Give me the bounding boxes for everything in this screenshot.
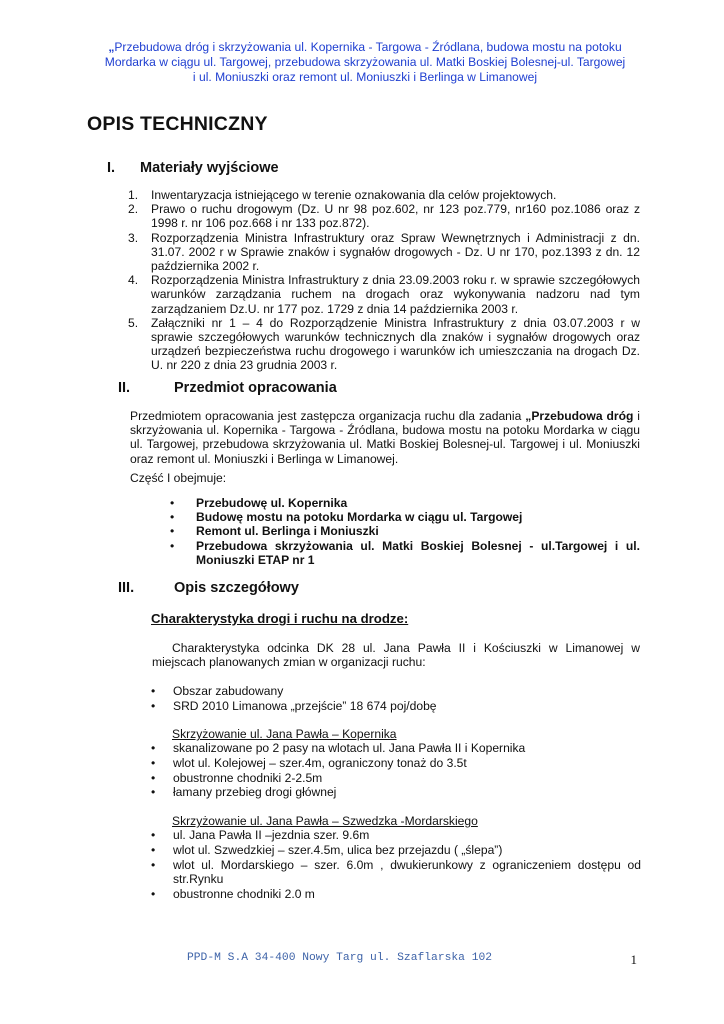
list-item: • wlot ul. Kolejowej – szer.4m, ograniczony tonaż do 3.5t bbox=[151, 755, 467, 770]
subject-paragraph: Przedmiotem opracowania jest zastępcza organizacja ruchu dla zadania „Przebudowa dróg i skrzyżowania ul. Kopernika - Targowa - Źródlana, budowa mostu na potoku Mordarka w ciągu ul. Targowej, przebudowa skrzyżowania ul. Matki Boskiej Bolesnej-ul. Targowej i ul. Moniuszki oraz remont ul. Moniuszki i Berlinga w Limanowej. bbox=[130, 409, 640, 466]
header-line-2: Mordarka w ciągu ul. Targowej, przebudowa skrzyżowania ul. Matki Boskiej Bolesnej-ul. Targowej bbox=[104, 55, 626, 69]
bullet-icon: • bbox=[151, 887, 156, 902]
page-number: 1 bbox=[630, 952, 637, 967]
header-line-3: i ul. Moniuszki oraz remont ul. Moniuszki i Berlinga w Limanowej bbox=[192, 70, 538, 84]
section-number: I. bbox=[107, 160, 116, 176]
list-item: • łamany przebieg drogi głównej bbox=[151, 785, 337, 800]
list-item: • obustronne chodniki 2.0 m bbox=[151, 887, 315, 902]
bullet-icon: • bbox=[151, 770, 156, 785]
bullet-icon: • bbox=[151, 828, 156, 842]
list-item: 2. Prawo o ruchu drogowym (Dz. U nr 98 poz.602, nr 123 poz.779, nr160 poz.1086 oraz z 1998 r. nr 106 poz.668 i nr 133 poz.872). bbox=[128, 202, 640, 231]
bullet-icon: • bbox=[170, 510, 175, 525]
list-item: • SRD 2010 Limanowa „przejście” 18 674 poj/dobę bbox=[151, 698, 437, 713]
bullet-icon: • bbox=[151, 785, 156, 800]
list-item: 4. Rozporządzenia Ministra Infrastruktury z dnia 23.09.2003 roku r. w sprawie szczegółowych warunków zarządzania ruchem na drogach oraz wykonywania nadzoru nad tym zarządzaniem Dz.U. nr 177 poz. 1729 z dnia 14 października 2003 r. bbox=[128, 273, 640, 316]
section-title: Przedmiot opracowania bbox=[174, 380, 337, 396]
list-item: • wlot ul. Szwedzkiej – szer.4.5m, ulica bez przejazdu ( „ślepa”) bbox=[151, 842, 503, 857]
materials-list bbox=[128, 188, 640, 373]
list-item: • Przebudowa skrzyżowania ul. Matki Boskiej Bolesnej - ul.Targowej i ul. Moniuszki ETAP nr 1 bbox=[170, 538, 640, 567]
junction-1-list bbox=[151, 741, 641, 800]
junction-label: Skrzyżowanie ul. Jana Pawła – Kopernika bbox=[172, 727, 397, 741]
general-list bbox=[151, 684, 641, 714]
header-line-1: „Przebudowa dróg i skrzyżowania ul. Kopernika - Targowa - Źródlana, budowa mostu na potoku bbox=[108, 40, 622, 54]
list-item: 1. Inwentaryzacja istniejącego w terenie oznakowania dla celów projektowych. bbox=[128, 188, 557, 202]
list-item: • Przebudowę ul. Kopernika bbox=[170, 496, 348, 510]
bullet-icon: • bbox=[170, 524, 175, 539]
header-quote-mark: „ bbox=[108, 40, 115, 54]
bullet-icon: • bbox=[151, 857, 156, 872]
list-item: 3. Rozporządzenia Ministra Infrastruktury oraz Spraw Wewnętrznych i Administracji z dn. 31.07. 2002 r w Sprawie znaków i sygnałów drogowych - Dz. U nr 170, poz.1393 z dn. 12 października 2002 r. bbox=[128, 230, 640, 274]
list-item: • obustronne chodniki 2-2.5m bbox=[151, 770, 323, 785]
road-characteristics-heading: Charakterystyka drogi i ruchu na drodze: bbox=[151, 611, 409, 626]
project-header bbox=[60, 40, 670, 85]
section-number: II. bbox=[118, 380, 131, 396]
part-label: Część I obejmuje: bbox=[130, 471, 227, 485]
list-item: • Obszar zabudowany bbox=[151, 684, 284, 698]
list-item: • wlot ul. Mordarskiego – szer. 6.0m , dwukierunkowy z ograniczeniem dostępu od str.Rynku bbox=[151, 857, 641, 887]
section-title: Opis szczegółowy bbox=[174, 580, 299, 596]
document-title: OPIS TECHNICZNY bbox=[87, 113, 268, 135]
task-name-bold: „Przebudowa dróg bbox=[525, 409, 634, 423]
list-item: • Remont ul. Berlinga i Moniuszki bbox=[170, 524, 379, 539]
bullet-icon: • bbox=[170, 538, 175, 553]
section-number: III. bbox=[118, 580, 135, 596]
bullet-icon: • bbox=[151, 684, 156, 698]
bullet-icon: • bbox=[170, 496, 175, 510]
scope-list bbox=[170, 496, 640, 567]
list-item: • Budowę mostu na potoku Mordarka w ciągu ul. Targowej bbox=[170, 510, 523, 525]
section-title: Materiały wyjściowe bbox=[140, 160, 279, 176]
bullet-icon: • bbox=[151, 755, 156, 770]
footer-address: PPD-M S.A 34-400 Nowy Targ ul. Szaflarska 102 bbox=[187, 952, 493, 964]
junction-2-list bbox=[151, 828, 641, 902]
characteristics-paragraph: Charakterystyka odcinka DK 28 ul. Jana Pawła II i Kościuszki w Limanowej w miejscach planowanych zmian w organizacji ruchu: bbox=[152, 641, 640, 670]
list-item: • skanalizowane po 2 pasy na wlotach ul. Jana Pawła II i Kopernika bbox=[151, 741, 526, 755]
bullet-icon: • bbox=[151, 698, 156, 713]
bullet-icon: • bbox=[151, 842, 156, 857]
list-item: • ul. Jana Pawła II –jezdnia szer. 9.6m bbox=[151, 828, 370, 842]
list-item: 5. Załączniki nr 1 – 4 do Rozporządzenie Ministra Infrastruktury z dnia 03.07.2003 r w sprawie szczegółowych warunków technicznych dla znaków i sygnałów drogowych oraz urządzeń bezpieczeństwa ruchu drogowego i warunków ich umieszczania na drogach Dz. U. nr 220 z dnia 23 grudnia 2003 r. bbox=[128, 315, 640, 373]
bullet-icon: • bbox=[151, 741, 156, 755]
page-footer bbox=[187, 952, 637, 967]
junction-label: Skrzyżowanie ul. Jana Pawła – Szwedzka -Mordarskiego bbox=[172, 814, 478, 828]
